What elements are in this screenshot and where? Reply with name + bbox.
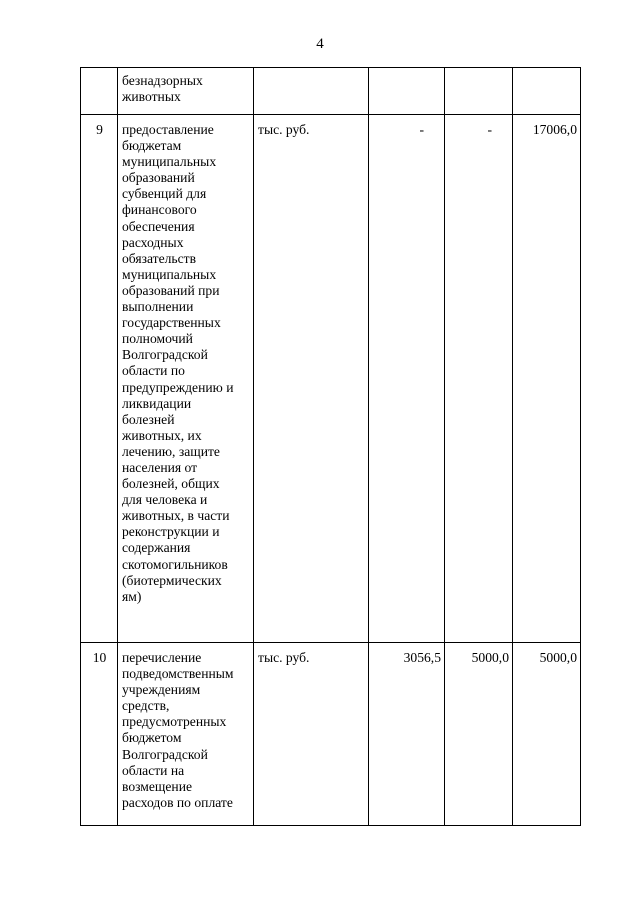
row-number-cell: 9 <box>81 115 118 643</box>
value-cell-2: 5000,0 <box>445 643 513 826</box>
value-cell-2 <box>445 68 513 115</box>
description-text: предоставление бюджетам муниципальных образований субвенций для финансового обеспечения расходных обязательств муниципальных образований при выполнении государственных полномочий Волгоградской области по предупреждению и ликвидации болезней животных, их лечению, защите населения от болезней, общих для человека и животных, в части реконструкции и содержания скотомогильников (биотермических ям) <box>122 122 234 604</box>
value-cell-1 <box>369 68 445 115</box>
table-row-10 <box>81 643 581 826</box>
value-cell-3: 17006,0 <box>513 115 581 643</box>
page-number: 4 <box>316 36 324 52</box>
value-cell-1: - <box>369 115 445 643</box>
value-cell-3 <box>513 68 581 115</box>
unit-cell <box>254 68 369 115</box>
description-text: перечисление подведомственным учреждениям средств, предусмотренных бюджетом Волгоградской области на возмещение расходов по оплате <box>122 650 234 810</box>
description-cell <box>118 115 254 643</box>
value-cell-3: 5000,0 <box>513 643 581 826</box>
budget-table <box>80 67 581 826</box>
unit-cell: тыс. руб. <box>254 643 369 826</box>
description-text: безнадзорных животных <box>122 73 203 105</box>
table-row-9 <box>81 115 581 643</box>
description-cell <box>118 68 254 115</box>
description-cell <box>118 643 254 826</box>
value-cell-2: - <box>445 115 513 643</box>
value-cell-1: 3056,5 <box>369 643 445 826</box>
unit-cell: тыс. руб. <box>254 115 369 643</box>
table-row-continuation <box>81 68 581 115</box>
row-number-cell <box>81 68 118 115</box>
row-number-cell: 10 <box>81 643 118 826</box>
